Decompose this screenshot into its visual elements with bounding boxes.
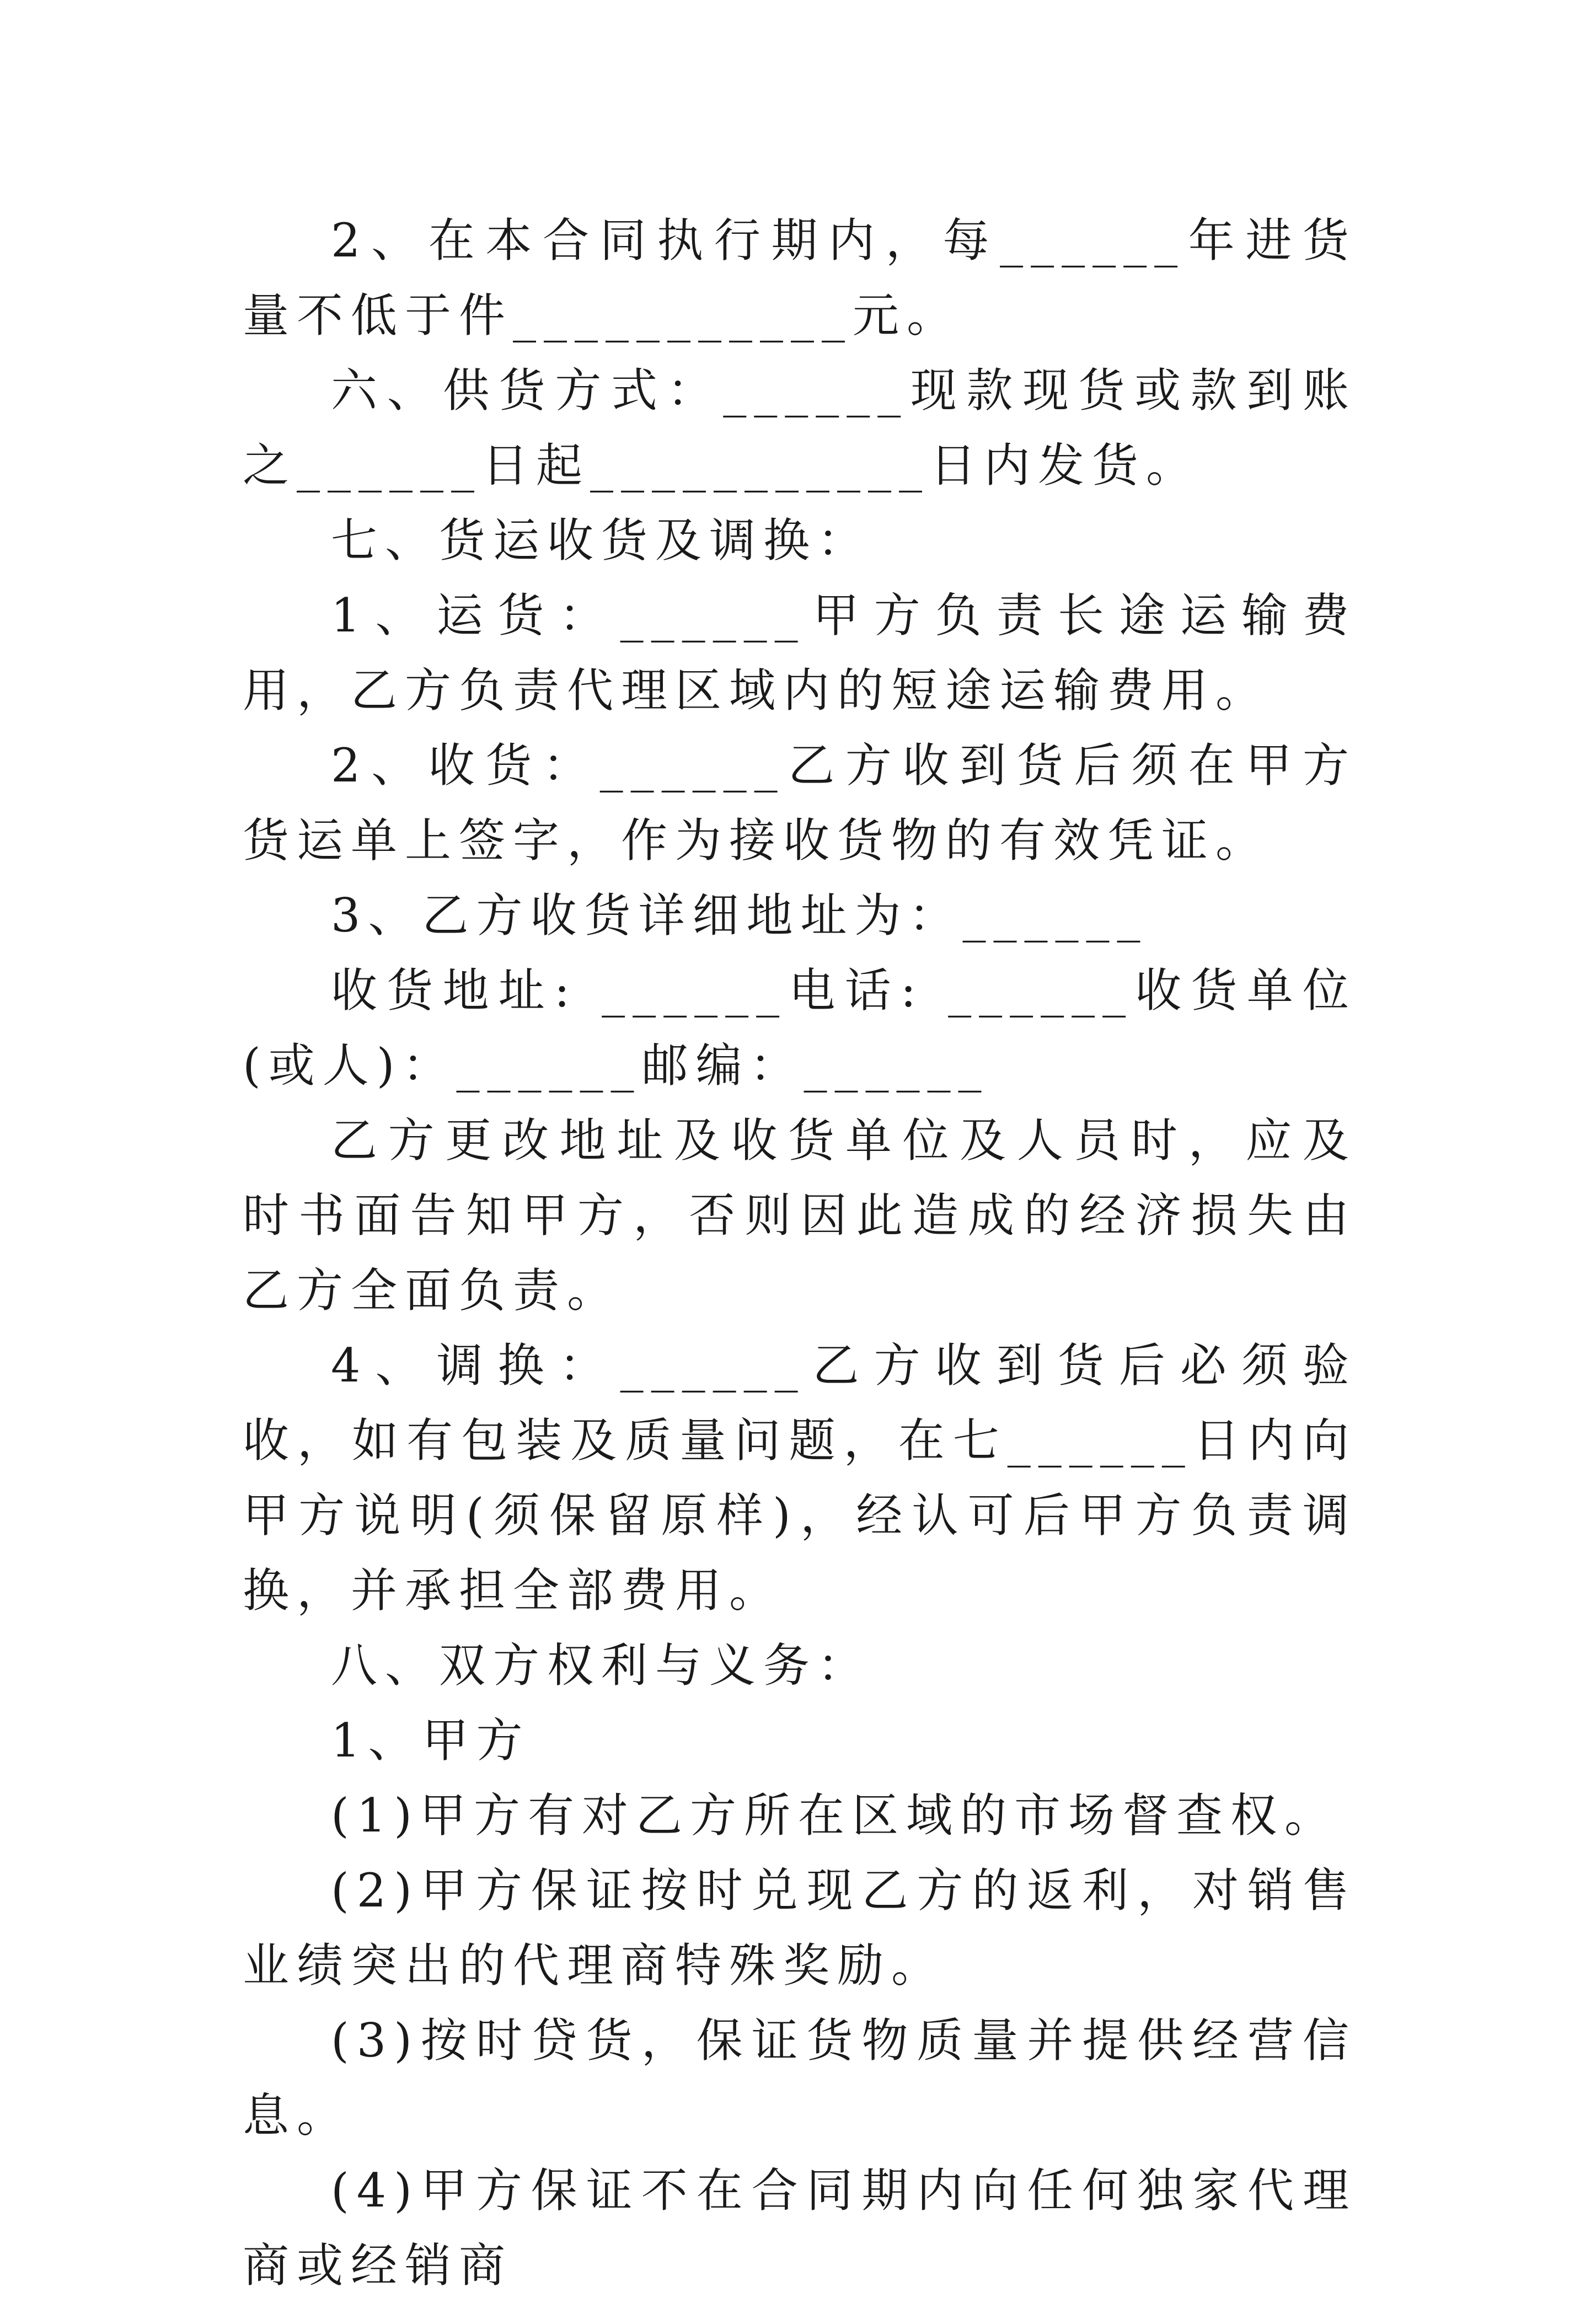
- paragraph-annual-volume: 2、在本合同执行期内，每______年进货量不低于件___________元。: [243, 213, 1357, 342]
- paragraph-shipping-heading: 七、货运收货及调换：: [331, 513, 872, 567]
- paragraph-address-change: 乙方更改地址及收货单位及人员时，应及时书面告知甲方，否则因此造成的经济损失由乙方全面负责。: [243, 1113, 1357, 1317]
- paragraph-supply-method: 六、供货方式：______现款现货或款到账之______日起___________日内发货。: [243, 363, 1357, 492]
- paragraph-rights-heading: 八、双方权利与义务：: [331, 1638, 872, 1693]
- paragraph-party-a: 1、甲方: [331, 1713, 531, 1768]
- paragraph-receiving-address: 3、乙方收货详细地址为：______: [331, 888, 1148, 942]
- paragraph-exchange: 4、调换：______乙方收到货后必须验收，如有包装及质量问题，在七______日内向甲方说明(须保留原样)，经认可后甲方负责调换，并承担全部费用。: [243, 1338, 1357, 1618]
- paragraph-party-a-item-1: (1)甲方有对乙方所在区域的市场督查权。: [331, 1788, 1338, 1843]
- paragraph-party-a-item-3: (3)按时贷货，保证货物质量并提供经营信息。: [243, 2013, 1357, 2143]
- paragraph-party-a-item-4: (4)甲方保证不在合同期内向任何独家代理商或经销商: [243, 2163, 1357, 2293]
- document-body: [243, 203, 1357, 2303]
- paragraph-shipping: 1、运货：______甲方负责长途运输费用，乙方负责代理区域内的短途运输费用。: [243, 588, 1357, 717]
- paragraph-party-a-item-2: (2)甲方保证按时兑现乙方的返利，对销售业绩突出的代理商特殊奖励。: [243, 1863, 1357, 1993]
- paragraph-receiving: 2、收货：______乙方收到货后须在甲方货运单上签字，作为接收货物的有效凭证。: [243, 738, 1357, 867]
- paragraph-address-fields: 收货地址: ______电话: ______收货单位(或人)：______邮编：______: [243, 963, 1357, 1092]
